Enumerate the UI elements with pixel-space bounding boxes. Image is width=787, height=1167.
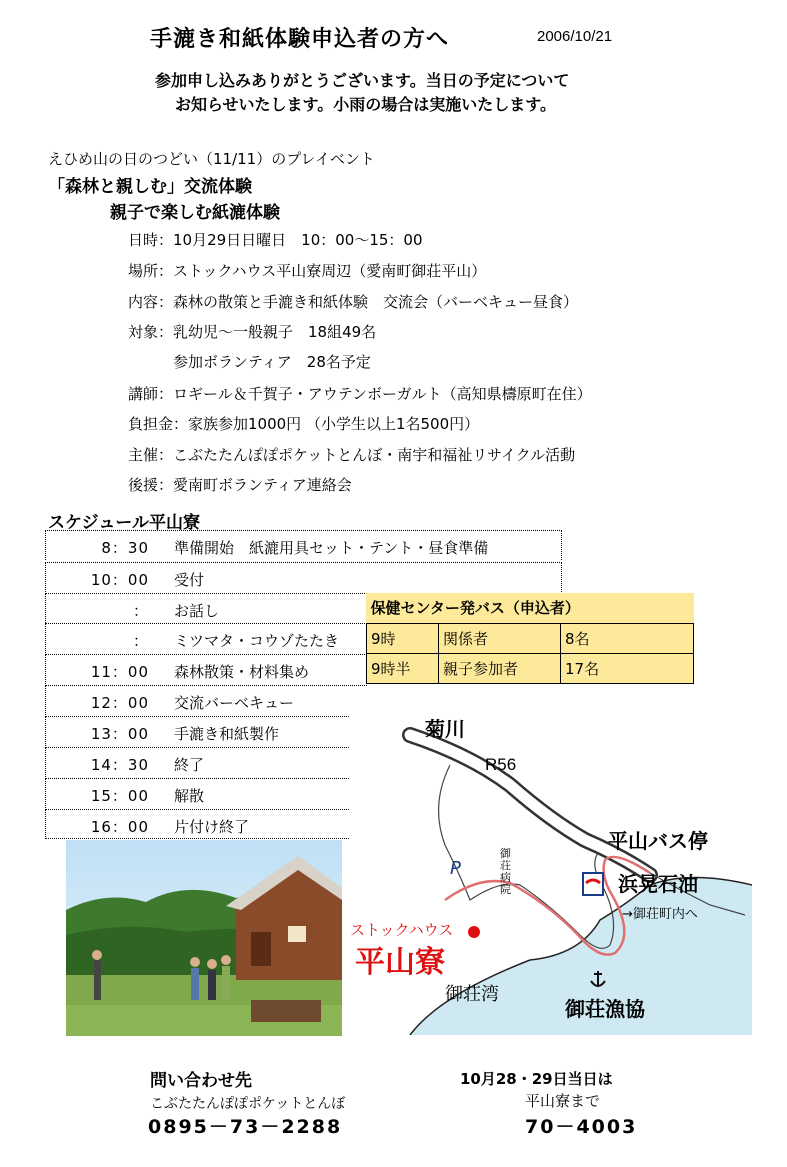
detail-sponsor: 後援：愛南町ボランティア連絡会 — [128, 476, 352, 494]
map-label-dormitory: 平山寮 — [355, 945, 445, 980]
detail-volunteers: 参加ボランティア 28名予定 — [128, 353, 371, 371]
schedule-time: 10：00 — [90, 571, 149, 589]
bus-count: 8名 — [561, 623, 694, 653]
schedule-time: 11：00 — [90, 663, 149, 681]
schedule-activity: 解散 — [174, 787, 205, 805]
schedule-row — [45, 623, 367, 653]
schedule-activity: 交流バーベキュー — [174, 694, 295, 712]
schedule-time: 8：30 — [101, 539, 149, 557]
schedule-time: 14：30 — [90, 756, 149, 774]
bus-row — [367, 653, 694, 683]
venue-photo — [66, 840, 342, 1036]
pre-event-caption: えひめ山の日のつどい（11/11）のプレイベント — [48, 150, 375, 168]
schedule-row — [45, 593, 367, 623]
bus-time: 9時 — [367, 623, 439, 653]
detail-target: 対象：乳幼児～一般親子 18組49名 — [128, 323, 377, 341]
schedule-row — [45, 530, 562, 560]
schedule-row — [45, 778, 367, 808]
map-label-stock-house: ストックハウス — [350, 921, 454, 939]
map-label-route: R56 — [485, 755, 517, 774]
schedule-time: 15：00 — [90, 787, 149, 805]
map-label-bus-stop: 平山バス停 — [608, 829, 708, 853]
map-label-gas-station: 浜晃石油 — [618, 872, 698, 896]
schedule-activity: 片付け終了 — [174, 818, 250, 836]
bus-time: 9時半 — [367, 653, 439, 683]
schedule-row — [45, 562, 562, 592]
schedule-row — [45, 716, 367, 746]
contact-heading: 問い合わせ先 — [150, 1071, 252, 1091]
map-label-hospital: 御荘病院 — [500, 847, 511, 896]
detail-place: 場所：ストックハウス平山寮周辺（愛南町御荘平山） — [128, 262, 487, 280]
schedule-activity: 森林散策・材料集め — [174, 663, 310, 681]
map-label-fishery: 御荘漁協 — [565, 997, 645, 1021]
detail-organizer: 主催：こぶたたんぽぽポケットとんぼ・南宇和福祉リサイクル活動 — [128, 446, 576, 464]
schedule-row — [45, 809, 367, 839]
event-subtitle: 親子で楽しむ紙漉体験 — [110, 203, 280, 223]
contact-org: こぶたたんぽぽポケットとんぼ — [150, 1096, 346, 1112]
schedule-row — [45, 654, 367, 684]
schedule-time: ： — [132, 602, 149, 620]
intro-line-1: 参加申し込みありがとうございます。当日の予定について — [155, 71, 570, 90]
detail-instructor: 講師：ロギール＆千賀子・アウテンボーガルト（高知県檮原町在住） — [128, 385, 592, 403]
event-title: 「森林と親しむ」交流体験 — [48, 177, 252, 197]
map-label-bay: 御荘湾 — [445, 984, 499, 1005]
bus-table-title: 保健センター発バス（申込者） — [367, 593, 694, 623]
schedule-time: 12：00 — [90, 694, 149, 712]
schedule-activity: お話し — [174, 602, 220, 620]
dayof-phone: 70－4003 — [525, 1116, 638, 1138]
schedule-activity: 準備開始 紙漉用具セット・テント・昼食準備 — [174, 539, 489, 557]
map-label-parking: P — [450, 858, 461, 879]
detail-datetime: 日時：10月29日日曜日 10：00～15：00 — [128, 231, 423, 249]
map-label-river: 菊川 — [425, 717, 465, 741]
bus-table — [366, 593, 694, 684]
bus-group: 親子参加者 — [439, 653, 561, 683]
venue-photo-drawing — [66, 840, 342, 1036]
access-map — [350, 705, 752, 1035]
map-label-to-town: →御荘町内へ — [622, 907, 698, 922]
schedule-row — [45, 747, 367, 777]
schedule-time: 13：00 — [90, 725, 149, 743]
document-date: 2006/10/21 — [537, 28, 613, 45]
gas-station-icon — [583, 873, 603, 895]
schedule-activity: 受付 — [174, 571, 205, 589]
schedule-activity: 終了 — [174, 756, 205, 774]
dayof-heading: 10月28・29日当日は — [460, 1070, 613, 1088]
schedule-time: ： — [132, 632, 149, 650]
schedule-time: 16：00 — [90, 818, 149, 836]
schedule-activity: 手漉き和紙製作 — [174, 725, 280, 743]
location-marker-icon — [468, 926, 480, 938]
dayof-place: 平山寮まで — [525, 1092, 601, 1110]
detail-fee: 負担金：家族参加1000円 （小学生以上1名500円） — [128, 415, 480, 433]
page-title: 手漉き和紙体験申込者の方へ — [150, 27, 450, 52]
contact-phone: 0895－73－2288 — [148, 1116, 343, 1138]
bus-row — [367, 623, 694, 653]
detail-content: 内容：森林の散策と手漉き和紙体験 交流会（バーベキュー昼食） — [128, 293, 579, 311]
bus-group: 関係者 — [439, 623, 561, 653]
bus-count: 17名 — [561, 653, 694, 683]
intro-line-2: お知らせいたします。小雨の場合は実施いたします。 — [175, 95, 556, 114]
schedule-row — [45, 685, 367, 715]
schedule-activity: ミツマタ・コウゾたたき — [174, 632, 340, 650]
schedule-heading: スケジュール平山寮 — [48, 513, 200, 533]
